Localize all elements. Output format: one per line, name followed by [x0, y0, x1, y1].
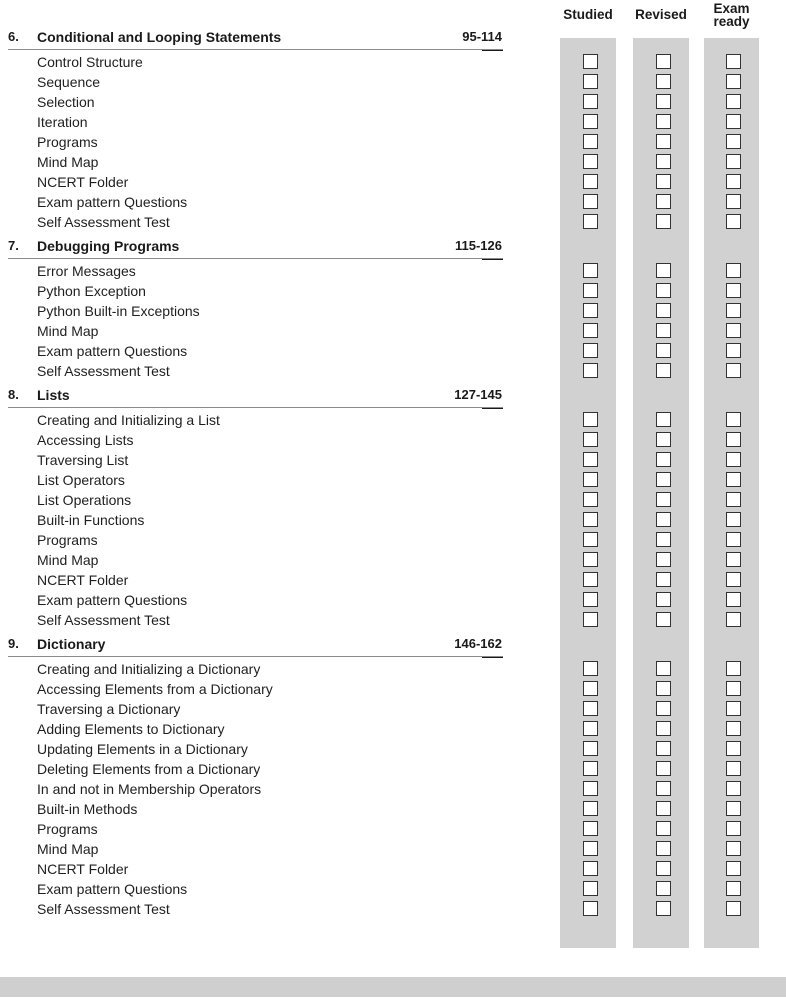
topic-label: Exam pattern Questions [37, 343, 188, 359]
topic-label: Sequence [37, 74, 101, 90]
exam-ready-checkbox[interactable] [726, 134, 741, 149]
revised-checkbox[interactable] [656, 881, 671, 896]
studied-checkbox[interactable] [583, 412, 598, 427]
topic-label: List Operations [37, 492, 132, 508]
topic-label: Accessing Elements from a Dictionary [37, 681, 273, 697]
topic-label: Exam pattern Questions [37, 592, 188, 608]
topic-label: Iteration [37, 114, 88, 130]
chapter-page-range: 115-126 [455, 238, 502, 253]
exam-ready-checkbox[interactable] [726, 801, 741, 816]
chapter-heading [0, 633, 520, 655]
topic-label: Error Messages [37, 263, 136, 279]
revised-checkbox[interactable] [656, 721, 671, 736]
studied-checkbox[interactable] [583, 323, 598, 338]
revised-checkbox[interactable] [656, 801, 671, 816]
exam-ready-checkbox[interactable] [726, 901, 741, 916]
chapter-number: 7. [8, 238, 19, 253]
exam-ready-checkbox[interactable] [726, 363, 741, 378]
studied-checkbox[interactable] [583, 194, 598, 209]
topic-label: Built-in Methods [37, 801, 138, 817]
topic-label: Self Assessment Test [37, 363, 170, 379]
studied-checkbox[interactable] [583, 881, 598, 896]
studied-checkbox[interactable] [583, 701, 598, 716]
exam-ready-checkbox[interactable] [726, 841, 741, 856]
revised-checkbox[interactable] [656, 114, 671, 129]
chapter-divider-accent [482, 50, 503, 51]
chapter-divider-accent [482, 408, 503, 409]
studied-checkbox[interactable] [583, 363, 598, 378]
exam-ready-checkbox[interactable] [726, 701, 741, 716]
exam-ready-checkbox[interactable] [726, 532, 741, 547]
revised-checkbox[interactable] [656, 861, 671, 876]
studied-checkbox[interactable] [583, 681, 598, 696]
chapter-heading [0, 26, 520, 48]
topic-label: Built-in Functions [37, 512, 145, 528]
studied-checkbox[interactable] [583, 612, 598, 627]
studied-checkbox[interactable] [583, 214, 598, 229]
topic-label: Python Exception [37, 283, 146, 299]
revised-checkbox[interactable] [656, 74, 671, 89]
studied-checkbox[interactable] [583, 532, 598, 547]
exam-ready-checkbox[interactable] [726, 612, 741, 627]
chapter-title: Debugging Programs [37, 238, 180, 254]
revised-checkbox[interactable] [656, 781, 671, 796]
studied-checkbox[interactable] [583, 661, 598, 676]
topic-label: Mind Map [37, 323, 99, 339]
studied-checkbox[interactable] [583, 801, 598, 816]
revised-checkbox[interactable] [656, 134, 671, 149]
exam-ready-checkbox[interactable] [726, 681, 741, 696]
footer-bar [0, 977, 786, 997]
exam-ready-checkbox[interactable] [726, 552, 741, 567]
exam-ready-checkbox[interactable] [726, 214, 741, 229]
exam-ready-checkbox[interactable] [726, 452, 741, 467]
topic-label: Traversing a Dictionary [37, 701, 181, 717]
exam-ready-checkbox[interactable] [726, 74, 741, 89]
exam-ready-checkbox[interactable] [726, 492, 741, 507]
chapter-page-range: 146-162 [454, 636, 502, 651]
revised-checkbox[interactable] [656, 54, 671, 69]
topic-label: Traversing List [37, 452, 129, 468]
chapter-divider [8, 49, 503, 50]
studied-checkbox[interactable] [583, 263, 598, 278]
studied-checkbox[interactable] [583, 901, 598, 916]
revised-checkbox[interactable] [656, 552, 671, 567]
topic-label: Self Assessment Test [37, 901, 170, 917]
exam-ready-checkbox[interactable] [726, 741, 741, 756]
exam-ready-checkbox[interactable] [726, 661, 741, 676]
revised-checkbox[interactable] [656, 472, 671, 487]
studied-checkbox[interactable] [583, 283, 598, 298]
topic-label: Python Built-in Exceptions [37, 303, 200, 319]
exam-ready-checkbox[interactable] [726, 432, 741, 447]
revised-checkbox[interactable] [656, 741, 671, 756]
studied-checkbox[interactable] [583, 761, 598, 776]
topic-label: NCERT Folder [37, 861, 129, 877]
revised-checkbox[interactable] [656, 592, 671, 607]
topic-label: Deleting Elements from a Dictionary [37, 761, 261, 777]
revised-checkbox[interactable] [656, 841, 671, 856]
chapter-page-range: 127-145 [454, 387, 502, 402]
studied-checkbox[interactable] [583, 174, 598, 189]
revised-checkbox[interactable] [656, 323, 671, 338]
revised-checkbox[interactable] [656, 901, 671, 916]
column-header-revised: Revised [635, 7, 687, 22]
chapter-divider [8, 656, 503, 657]
studied-checkbox[interactable] [583, 861, 598, 876]
exam-ready-checkbox[interactable] [726, 821, 741, 836]
studied-checkbox[interactable] [583, 432, 598, 447]
exam-ready-checkbox[interactable] [726, 472, 741, 487]
exam-ready-checkbox[interactable] [726, 412, 741, 427]
revised-checkbox[interactable] [656, 303, 671, 318]
revised-checkbox[interactable] [656, 412, 671, 427]
topic-label: Self Assessment Test [37, 612, 170, 628]
chapter-divider [8, 258, 503, 259]
studied-checkbox[interactable] [583, 492, 598, 507]
topic-label: Exam pattern Questions [37, 194, 188, 210]
column-header-exam-ready: Exam ready [713, 1, 750, 29]
exam-ready-checkbox[interactable] [726, 54, 741, 69]
exam-ready-checkbox[interactable] [726, 323, 741, 338]
chapter-number: 8. [8, 387, 19, 402]
studied-checkbox[interactable] [583, 94, 598, 109]
revised-checkbox[interactable] [656, 94, 671, 109]
exam-ready-checkbox[interactable] [726, 194, 741, 209]
revised-checkbox[interactable] [656, 661, 671, 676]
studied-checkbox[interactable] [583, 343, 598, 358]
chapter-heading [0, 235, 520, 257]
revised-checkbox[interactable] [656, 821, 671, 836]
studied-checkbox[interactable] [583, 114, 598, 129]
studied-checkbox[interactable] [583, 74, 598, 89]
topic-label: Programs [37, 134, 98, 150]
revised-checkbox[interactable] [656, 194, 671, 209]
topic-label: NCERT Folder [37, 174, 129, 190]
revised-checkbox[interactable] [656, 452, 671, 467]
studied-checkbox[interactable] [583, 592, 598, 607]
topic-label: Creating and Initializing a Dictionary [37, 661, 261, 677]
topic-label: List Operators [37, 472, 125, 488]
topic-label: Control Structure [37, 54, 143, 70]
topic-label: NCERT Folder [37, 572, 129, 588]
topic-label: Adding Elements to Dictionary [37, 721, 225, 737]
studied-checkbox[interactable] [583, 781, 598, 796]
studied-checkbox[interactable] [583, 821, 598, 836]
chapter-number: 6. [8, 29, 19, 44]
revised-checkbox[interactable] [656, 283, 671, 298]
exam-ready-checkbox[interactable] [726, 721, 741, 736]
topic-label: Selection [37, 94, 95, 110]
revised-checkbox[interactable] [656, 572, 671, 587]
revised-checkbox[interactable] [656, 174, 671, 189]
chapter-number: 9. [8, 636, 19, 651]
revised-checkbox[interactable] [656, 432, 671, 447]
exam-ready-checkbox[interactable] [726, 114, 741, 129]
studied-checkbox[interactable] [583, 54, 598, 69]
studied-checkbox[interactable] [583, 154, 598, 169]
revised-checkbox[interactable] [656, 492, 671, 507]
exam-ready-checkbox[interactable] [726, 861, 741, 876]
studied-checkbox[interactable] [583, 741, 598, 756]
studied-checkbox[interactable] [583, 472, 598, 487]
studied-checkbox[interactable] [583, 134, 598, 149]
studied-checkbox[interactable] [583, 721, 598, 736]
exam-ready-checkbox[interactable] [726, 303, 741, 318]
exam-ready-checkbox[interactable] [726, 592, 741, 607]
topic-label: Exam pattern Questions [37, 881, 188, 897]
exam-ready-checkbox[interactable] [726, 512, 741, 527]
exam-ready-checkbox[interactable] [726, 881, 741, 896]
revised-checkbox[interactable] [656, 761, 671, 776]
revised-checkbox[interactable] [656, 681, 671, 696]
topic-label: Creating and Initializing a List [37, 412, 220, 428]
chapter-divider-accent [482, 259, 503, 260]
revised-checkbox[interactable] [656, 532, 671, 547]
topic-label: Mind Map [37, 841, 99, 857]
studied-checkbox[interactable] [583, 841, 598, 856]
topic-label: Programs [37, 821, 98, 837]
topic-label: Self Assessment Test [37, 214, 170, 230]
revised-checkbox[interactable] [656, 263, 671, 278]
studied-checkbox[interactable] [583, 552, 598, 567]
revised-checkbox[interactable] [656, 214, 671, 229]
studied-checkbox[interactable] [583, 452, 598, 467]
topic-label: Programs [37, 532, 98, 548]
topic-label: Mind Map [37, 154, 99, 170]
studied-checkbox[interactable] [583, 303, 598, 318]
revised-checkbox[interactable] [656, 363, 671, 378]
chapter-heading [0, 384, 520, 406]
exam-ready-checkbox[interactable] [726, 283, 741, 298]
topic-label: Updating Elements in a Dictionary [37, 741, 248, 757]
exam-ready-checkbox[interactable] [726, 343, 741, 358]
revised-checkbox[interactable] [656, 701, 671, 716]
exam-ready-checkbox[interactable] [726, 174, 741, 189]
exam-ready-checkbox[interactable] [726, 263, 741, 278]
topic-label: In and not in Membership Operators [37, 781, 262, 797]
studied-checkbox[interactable] [583, 512, 598, 527]
column-header-studied: Studied [563, 7, 613, 22]
chapter-divider [8, 407, 503, 408]
revised-checkbox[interactable] [656, 343, 671, 358]
exam-ready-checkbox[interactable] [726, 572, 741, 587]
chapter-title: Dictionary [37, 636, 106, 652]
exam-ready-checkbox[interactable] [726, 781, 741, 796]
exam-ready-checkbox[interactable] [726, 154, 741, 169]
chapter-title: Conditional and Looping Statements [37, 29, 282, 45]
chapter-page-range: 95-114 [462, 29, 502, 44]
chapter-divider-accent [482, 657, 503, 658]
topic-label: Mind Map [37, 552, 99, 568]
topic-label: Accessing Lists [37, 432, 134, 448]
studied-checkbox[interactable] [583, 572, 598, 587]
chapter-title: Lists [37, 387, 70, 403]
revised-checkbox[interactable] [656, 154, 671, 169]
exam-ready-checkbox[interactable] [726, 761, 741, 776]
revised-checkbox[interactable] [656, 612, 671, 627]
revised-checkbox[interactable] [656, 512, 671, 527]
exam-ready-checkbox[interactable] [726, 94, 741, 109]
